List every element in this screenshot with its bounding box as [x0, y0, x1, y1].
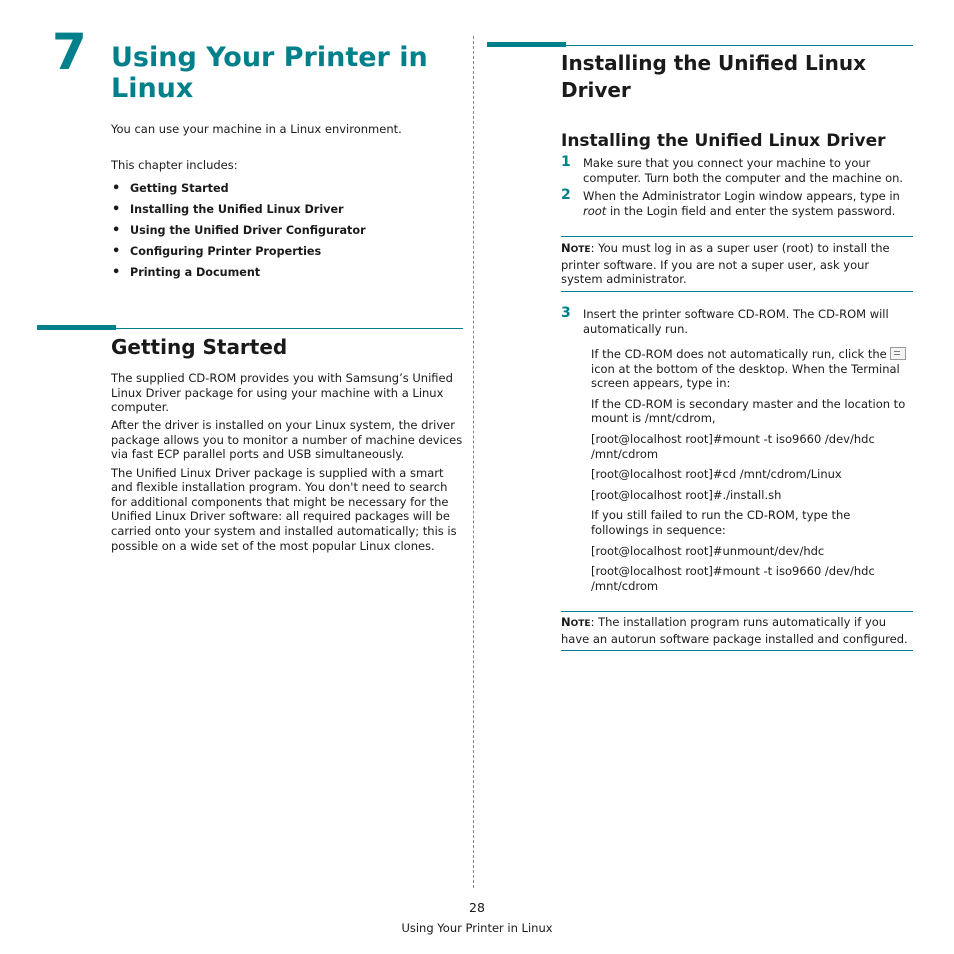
section-heading-getting-started: Getting Started — [111, 335, 288, 359]
chapter-number: 7 — [52, 23, 87, 81]
section-rule — [487, 45, 913, 46]
step-number: 1 — [561, 154, 571, 170]
step-number: 2 — [561, 187, 571, 203]
note-label: NOTE — [561, 615, 591, 629]
command-line: [root@localhost root]#./install.sh — [591, 487, 782, 502]
includes-label: This chapter includes: — [111, 158, 238, 172]
terminal-icon[interactable] — [890, 347, 906, 360]
note-text: : You must log in as a super user (root) to install the printer software. If you are not a super user, ask your system administrator. — [561, 241, 890, 287]
section-rule — [37, 328, 463, 329]
paragraph: The supplied CD-ROM provides you with Samsung’s Unified Linux Driver package for using your machine with a Linux computer. — [111, 371, 453, 415]
note-box — [561, 611, 913, 651]
step-text-italic: root — [583, 203, 607, 218]
paragraph: If the CD-ROM is secondary master and the location to mount is /mnt/cdrom, — [591, 396, 906, 426]
step-number: 3 — [561, 305, 571, 321]
note-label: NOTE — [561, 241, 591, 255]
cdrom-instructions — [591, 347, 911, 599]
column-divider — [473, 36, 474, 888]
command-line: [root@localhost root]#cd /mnt/cdrom/Linux — [591, 467, 842, 482]
list-item[interactable]: • Installing the Unified Linux Driver — [111, 199, 366, 220]
subsection-heading: Installing the Unified Linux Driver — [561, 131, 886, 151]
chapter-contents-list — [111, 178, 366, 283]
paragraph: If the CD-ROM does not automatically run, click the icon at the bottom of the desktop. When the Terminal screen appears, type in: — [591, 347, 911, 391]
paragraph: After the driver is installed on your Linux system, the driver package allows you to monitor a number of machine devices via fast ECP parallel ports and USB simultaneously. — [111, 418, 463, 462]
list-item[interactable]: • Using the Unified Driver Configurator — [111, 220, 366, 241]
command-line: [root@localhost root]#mount -t iso9660 /dev/hdc /mnt/cdrom — [591, 564, 875, 593]
note-box — [561, 236, 913, 292]
getting-started-body — [111, 371, 463, 557]
chapter-title: Using Your Printer in Linux — [111, 42, 428, 104]
list-item[interactable]: • Getting Started — [111, 178, 366, 199]
command-line: [root@localhost root]#unmount/dev/hdc — [591, 543, 825, 558]
paragraph: If you still failed to run the CD-ROM, type the followings in sequence: — [591, 508, 851, 537]
list-item[interactable]: • Printing a Document — [111, 262, 366, 283]
footer-title: Using Your Printer in Linux — [401, 921, 553, 935]
step-text — [583, 189, 913, 218]
list-item[interactable]: • Configuring Printer Properties — [111, 241, 366, 262]
section-heading-installing: Installing the Unified Linux Driver — [561, 51, 867, 102]
chapter-intro: You can use your machine in a Linux environment. — [111, 122, 402, 136]
step-text-part: When the Administrator Login window appears, type in — [583, 189, 900, 203]
paragraph: The Unified Linux Driver package is supplied with a smart and flexible installation program. You don't need to search for additional components that might be necessary for the Unified Linux Driver software: all required packages will be carried onto your system and installed automatically; this is possible on a wide set of the most popular Linux clones. — [111, 465, 457, 553]
command-line: [root@localhost root]#mount -t iso9660 /dev/hdc /mnt/cdrom — [591, 431, 875, 461]
step-text-part: in the Login field and enter the system password. — [606, 203, 896, 218]
note-text: : The installation program runs automatically if you have an autorun software package installed and configured. — [561, 615, 908, 646]
step-text: Insert the printer software CD-ROM. The CD-ROM will automatically run. — [583, 307, 889, 336]
step-text: Make sure that you connect your machine to your computer. Turn both the computer and the machine on. — [583, 156, 904, 185]
page-number: 28 — [469, 900, 485, 915]
